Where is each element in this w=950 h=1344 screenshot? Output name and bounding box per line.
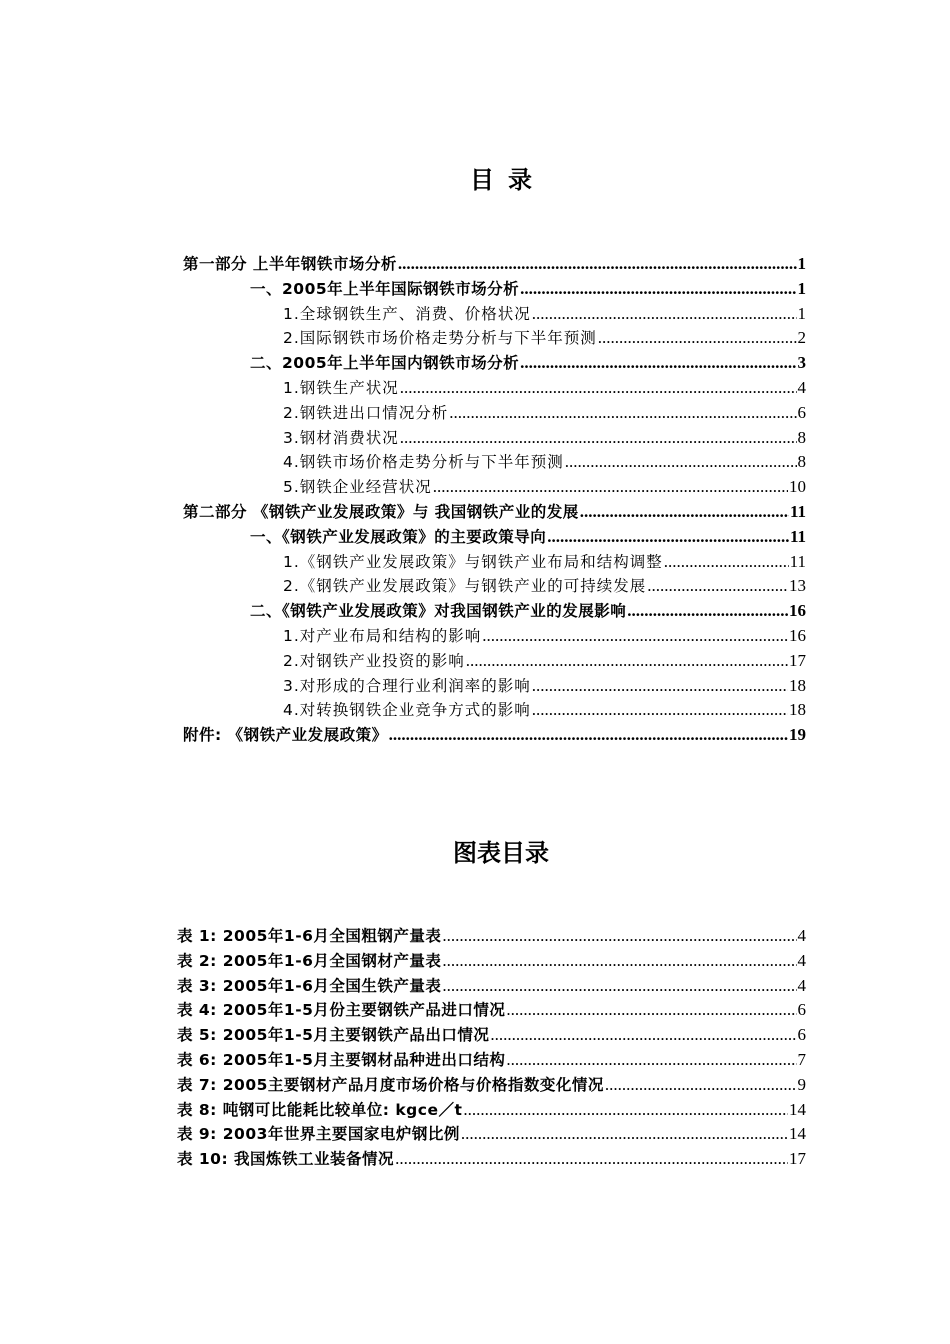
figure-entry-label: 表 9: 2003年世界主要国家电炉钢比例: [177, 1125, 460, 1144]
toc-entry-page: 10: [789, 477, 806, 497]
dot-leader: [463, 1098, 788, 1122]
toc-entry-page: 1: [797, 303, 806, 323]
figure-entry[interactable]: [177, 974, 806, 998]
toc-entry-label: 第一部分 上半年钢铁市场分析: [183, 255, 397, 273]
toc-entry-label: 2.钢铁进出口情况分析: [283, 403, 449, 422]
toc-entry[interactable]: [283, 376, 806, 400]
toc-entry-label: 4.对转换钢铁企业竞争方式的影响: [283, 701, 531, 720]
toc-entry-label: 二、2005年上半年国内钢铁市场分析: [250, 354, 520, 373]
dot-leader: [532, 302, 797, 326]
figure-entry[interactable]: [177, 1098, 806, 1122]
toc-entry-label: 2.《钢铁产业发展政策》与钢铁产业的可持续发展: [283, 577, 647, 596]
toc-entry-page: 4: [797, 378, 806, 397]
dot-leader: [442, 924, 796, 948]
figure-entry-page: 14: [789, 1099, 806, 1119]
dot-leader: [532, 674, 788, 698]
dot-leader: [442, 949, 796, 973]
toc-entry[interactable]: [283, 326, 806, 350]
dot-leader: [580, 500, 789, 524]
dot-leader: [605, 1073, 797, 1097]
toc-entry-label: 第二部分 《钢铁产业发展政策》与 我国钢铁产业的发展: [183, 503, 579, 521]
figure-entry-page: 4: [797, 926, 806, 945]
toc-entry[interactable]: [283, 649, 806, 673]
toc-entry-label: 4.钢铁市场价格走势分析与下半年预测: [283, 453, 564, 472]
dot-leader: [433, 475, 788, 499]
toc-entry-page: 11: [789, 526, 806, 546]
toc-title-left: 目: [470, 166, 494, 194]
toc-entry-page: 13: [789, 576, 806, 596]
dot-leader: [400, 376, 797, 400]
toc-entry-page: 6: [797, 402, 806, 422]
dot-leader: [547, 525, 789, 549]
toc-entry-page: 8: [797, 427, 806, 447]
toc-entry[interactable]: [183, 252, 806, 276]
toc-entry-page: 8: [797, 452, 806, 472]
figure-entry-page: 7: [797, 1050, 806, 1069]
figure-entry[interactable]: [177, 1048, 806, 1072]
dot-leader: [461, 1122, 788, 1146]
figure-entry-label: 表 10: 我国炼铁工业装备情况: [177, 1150, 395, 1169]
dot-leader: [520, 351, 796, 375]
toc-entry-label: 1.对产业布局和结构的影响: [283, 627, 482, 645]
figure-entry[interactable]: [177, 924, 806, 948]
toc-entry-page: 1: [797, 254, 806, 273]
dot-leader: [482, 624, 788, 648]
dot-leader: [389, 723, 788, 747]
dot-leader: [395, 1147, 788, 1171]
toc-entry-label: 一、2005年上半年国际钢铁市场分析: [250, 279, 520, 298]
toc-entry-page: 11: [789, 551, 806, 571]
toc-entry-label: 1.《钢铁产业发展政策》与钢铁产业布局和结构调整: [283, 552, 663, 571]
dot-leader: [565, 450, 797, 474]
figure-entry[interactable]: [177, 1023, 806, 1047]
toc-entry[interactable]: [283, 550, 806, 574]
toc-entry[interactable]: [250, 277, 806, 301]
toc-entry[interactable]: [183, 500, 806, 524]
figure-entry-page: 9: [797, 1074, 806, 1094]
toc-entry-label: 3.对形成的合理行业利润率的影响: [283, 676, 531, 695]
toc-entry-label: 1.钢铁生产状况: [283, 379, 399, 397]
dot-leader: [490, 1023, 796, 1047]
toc-entry-page: 11: [789, 502, 806, 521]
toc-entry-page: 18: [789, 700, 806, 720]
toc-entry[interactable]: [283, 302, 806, 326]
toc-entry-label: 2.对钢铁产业投资的影响: [283, 651, 465, 670]
dot-leader: [664, 550, 789, 574]
figure-entry[interactable]: [177, 1073, 806, 1097]
figure-entry-page: 4: [797, 950, 806, 970]
dot-leader: [506, 1048, 796, 1072]
dot-leader: [449, 401, 796, 425]
figure-entry-label: 表 3: 2005年1-6月全国生铁产量表: [177, 976, 442, 995]
toc-entry-label: 3.钢材消费状况: [283, 428, 399, 447]
toc-entry-page: 1: [797, 278, 806, 298]
toc-entry[interactable]: [283, 450, 806, 474]
toc-entry-page: 16: [789, 601, 806, 621]
figure-entry[interactable]: [177, 1122, 806, 1146]
toc-entry-page: 2: [797, 328, 806, 348]
dot-leader: [506, 998, 796, 1022]
toc-entry[interactable]: [250, 599, 806, 623]
figure-entry-label: 表 4: 2005年1-5月份主要钢铁产品进口情况: [177, 1001, 506, 1020]
toc-entry[interactable]: [283, 674, 806, 698]
toc-entry[interactable]: [283, 475, 806, 499]
figure-entry[interactable]: [177, 998, 806, 1022]
toc-entry-page: 17: [789, 650, 806, 670]
toc-entry-page: 3: [797, 353, 806, 373]
dot-leader: [400, 426, 797, 450]
toc-entry[interactable]: [283, 426, 806, 450]
figure-entry-label: 表 5: 2005年1-5月主要钢铁产品出口情况: [177, 1026, 490, 1045]
figure-entry-page: 17: [789, 1149, 806, 1169]
dot-leader: [442, 974, 796, 998]
toc-entry[interactable]: [283, 698, 806, 722]
toc-entry-label: 二、《钢铁产业发展政策》对我国钢铁产业的发展影响: [250, 602, 627, 621]
toc-entry[interactable]: [283, 574, 806, 598]
toc-entry[interactable]: [183, 723, 806, 747]
figure-entry-page: 14: [789, 1124, 806, 1144]
toc-entry-page: 18: [789, 675, 806, 695]
figure-entry-label: 表 6: 2005年1-5月主要钢材品种进出口结构: [177, 1051, 506, 1069]
toc-title: [0, 160, 950, 195]
dot-leader: [647, 574, 788, 598]
toc-entry-label: 1.全球钢铁生产、消费、价格状况: [283, 304, 531, 323]
toc-entry-label: 附件: 《钢铁产业发展政策》: [183, 726, 388, 745]
toc-entry-label: 5.钢铁企业经营状况: [283, 478, 432, 497]
toc-entry[interactable]: [283, 401, 806, 425]
toc-entry[interactable]: [250, 525, 806, 549]
dot-leader: [520, 277, 796, 301]
toc-entry-label: 一、《钢铁产业发展政策》的主要政策导向: [250, 527, 547, 546]
figures-title: 图表目录: [453, 839, 549, 867]
toc-entry-label: 2.国际钢铁市场价格走势分析与下半年预测: [283, 329, 597, 348]
toc-entry-page: 16: [789, 626, 806, 645]
dot-leader: [398, 252, 797, 276]
dot-leader: [627, 599, 788, 623]
figure-entry-label: 表 2: 2005年1-6月全国钢材产量表: [177, 951, 442, 970]
figure-entry[interactable]: [177, 949, 806, 973]
toc-entry[interactable]: [283, 624, 806, 648]
figure-entry-page: 6: [797, 1025, 806, 1045]
toc-title-right: 录: [508, 166, 532, 194]
figure-entry[interactable]: [177, 1147, 806, 1171]
dot-leader: [598, 326, 797, 350]
figure-entry-label: 表 1: 2005年1-6月全国粗钢产量表: [177, 927, 442, 945]
figure-entry-page: 6: [797, 1000, 806, 1020]
figure-entry-page: 4: [797, 975, 806, 995]
dot-leader: [466, 649, 788, 673]
figure-entry-label: 表 8: 吨钢可比能耗比较单位: kgce／t: [177, 1100, 463, 1119]
dot-leader: [532, 698, 788, 722]
toc-entry-page: 19: [789, 725, 806, 745]
toc-entry[interactable]: [250, 351, 806, 375]
figure-entry-label: 表 7: 2005主要钢材产品月度市场价格与价格指数变化情况: [177, 1075, 604, 1094]
